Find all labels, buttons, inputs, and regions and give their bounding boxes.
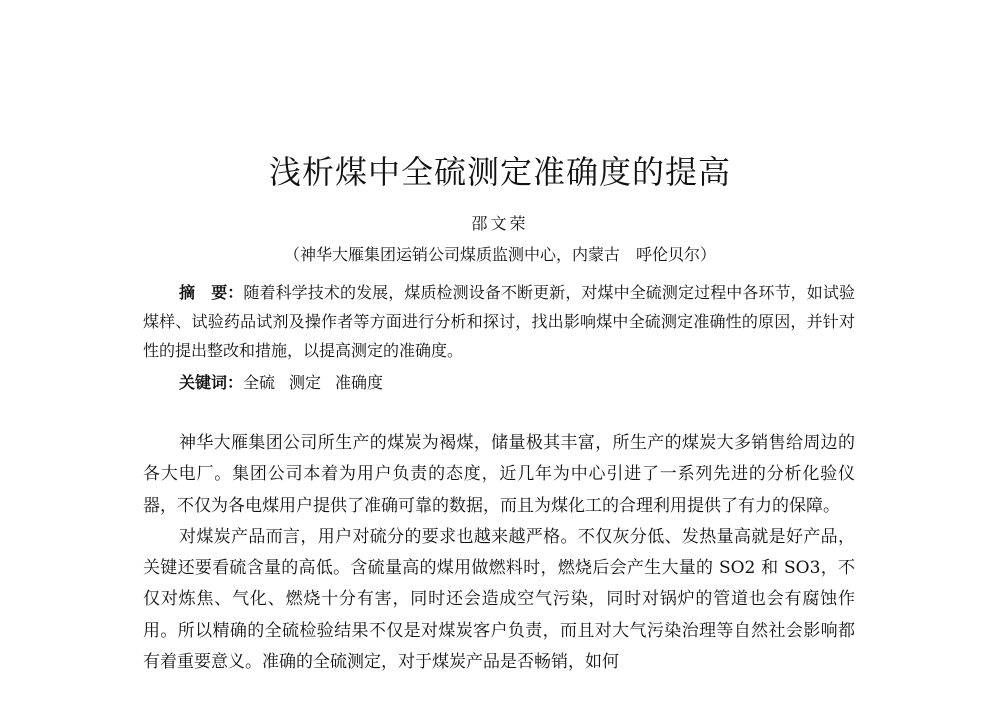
author-affiliation: （神华大雁集团运销公司煤质监测中心，内蒙古 呼伦贝尔） (283, 245, 716, 264)
abstract-text: 随着科学技术的发展，煤质检测设备不断更新，对煤中全硫测定过程中各环节，如试验煤样、试验药品试剂及操作者等方面进行分析和探讨，找出影响煤中全硫测定准确性的原因，并针对性的提出整改和措施，以提高测定的准确度。 (143, 283, 855, 360)
body-paragraph: 神华大雁集团公司所生产的煤炭为褐煤，储量极其丰富，所生产的煤炭大多销售给周边的各大电厂。集团公司本着为用户负责的态度，近几年为中心引进了一系列先进的分析化验仪器，不仅为各电煤用户提供了准确可靠的数据，而且为煤化工的合理利用提供了有力的保障。 (143, 433, 855, 516)
body-text (143, 428, 855, 678)
abstract (143, 278, 855, 365)
paper-title: 浅析煤中全硫测定准确度的提高 (268, 153, 731, 191)
keyword: 全硫 (243, 373, 276, 392)
keyword: 准确度 (335, 373, 384, 392)
keywords-label: 关键词： (179, 373, 244, 392)
abstract-label: 摘 要： (179, 283, 244, 302)
author-name: 邵文荣 (471, 214, 529, 233)
keywords (179, 370, 859, 396)
body-paragraph: 对煤炭产品而言，用户对硫分的要求也越来越严格。不仅灰分低、发热量高就是好产品，关键还要看硫含量的高低。含硫量高的煤用做燃料时，燃烧后会产生大量的 SO2 和 SO3，不仅对炼焦、气化、燃烧十分有害，同时还会造成空气污染，同时对锅炉的管道也会有腐蚀作用。所以精确的全硫检验结果不仅是对煤炭客户负责，而且对大气污染治理等自然社会影响都有着重要意义。准确的全硫测定，对于煤炭产品是否畅销，如何 (143, 526, 855, 673)
keyword: 测定 (289, 373, 322, 392)
